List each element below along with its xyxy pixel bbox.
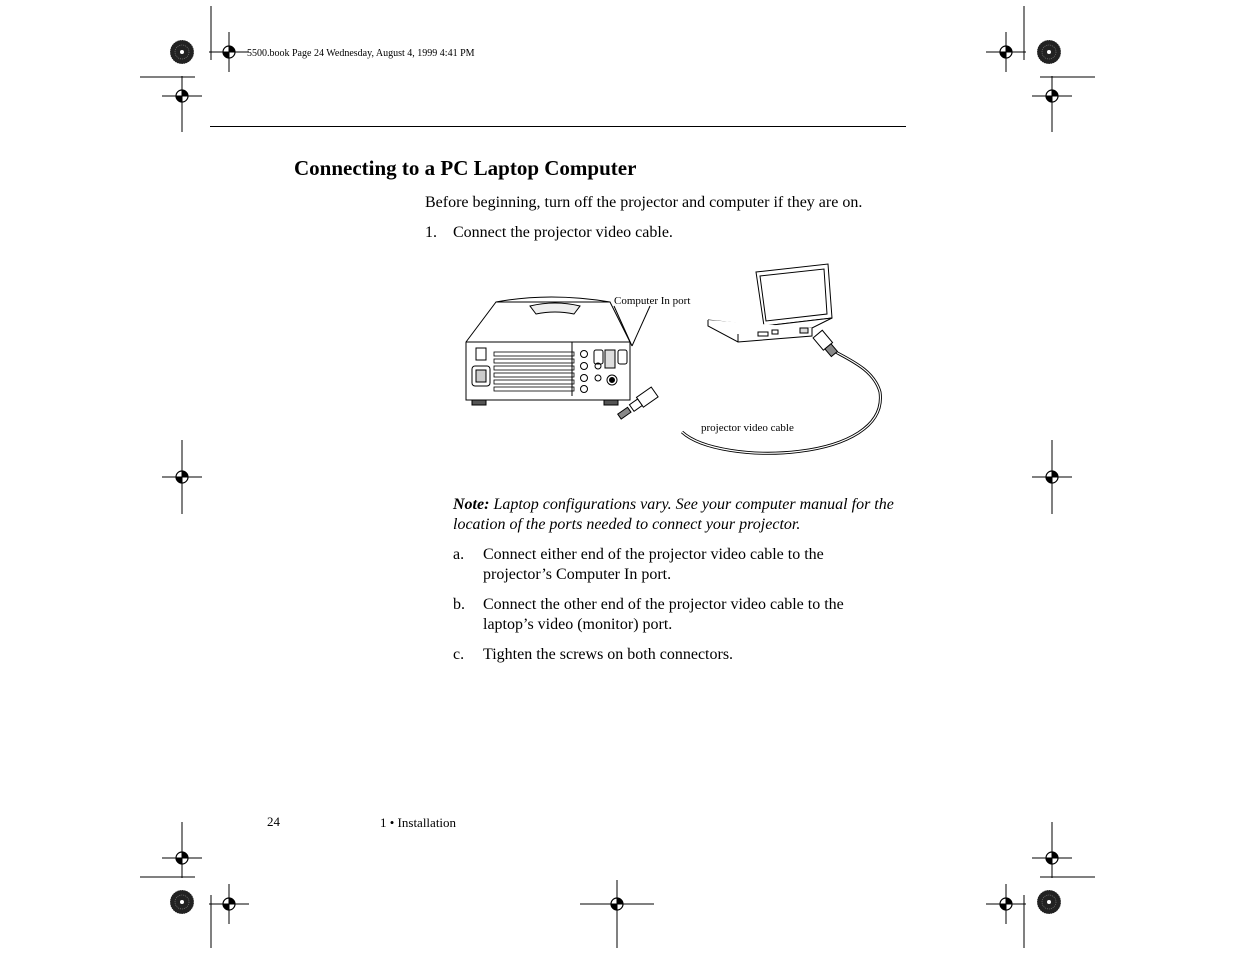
label-projector-video-cable: projector video cable <box>701 422 794 434</box>
registration-mark-top-left <box>140 6 249 132</box>
print-slug: 5500.book Page 24 Wednesday, August 4, 1999 4:41 PM <box>247 48 475 59</box>
header-rule <box>210 126 906 127</box>
registration-mark-bottom-center <box>580 880 654 948</box>
laptop-illustration <box>708 264 832 342</box>
note-paragraph <box>453 495 903 535</box>
intro-paragraph: Before beginning, turn off the projector and computer if they are on. <box>425 194 863 211</box>
substep-text: Tighten the screws on both connectors. <box>483 646 734 663</box>
registration-mark-top-right <box>986 6 1095 132</box>
substep-text: Connect either end of the projector video cable to the projector’s Computer In port. <box>483 546 824 583</box>
computer-in-port <box>605 350 615 368</box>
registration-mark-bottom-right <box>986 822 1095 948</box>
label-computer-in-port: Computer In port <box>614 295 691 307</box>
substep-label: c. <box>453 646 465 663</box>
connection-diagram <box>460 262 890 467</box>
registration-mark-bottom-left <box>140 822 249 948</box>
note-text: Laptop configurations vary. See your computer manual for the location of the ports needed to connect your projector. <box>453 496 894 533</box>
substep-text: Connect the other end of the projector video cable to the laptop’s video (monitor) port. <box>483 596 844 633</box>
substep-label: b. <box>453 596 465 613</box>
step-number: 1. <box>425 224 437 241</box>
note-lead: Note: <box>453 496 490 513</box>
laptop-cable-connector <box>813 330 839 358</box>
page-number: 24 <box>267 814 280 829</box>
running-footer: 1 • Installation <box>380 815 457 830</box>
page-title: Connecting to a PC Laptop Computer <box>294 156 637 180</box>
substep-label: a. <box>453 546 465 563</box>
step-text: Connect the projector video cable. <box>453 224 673 241</box>
